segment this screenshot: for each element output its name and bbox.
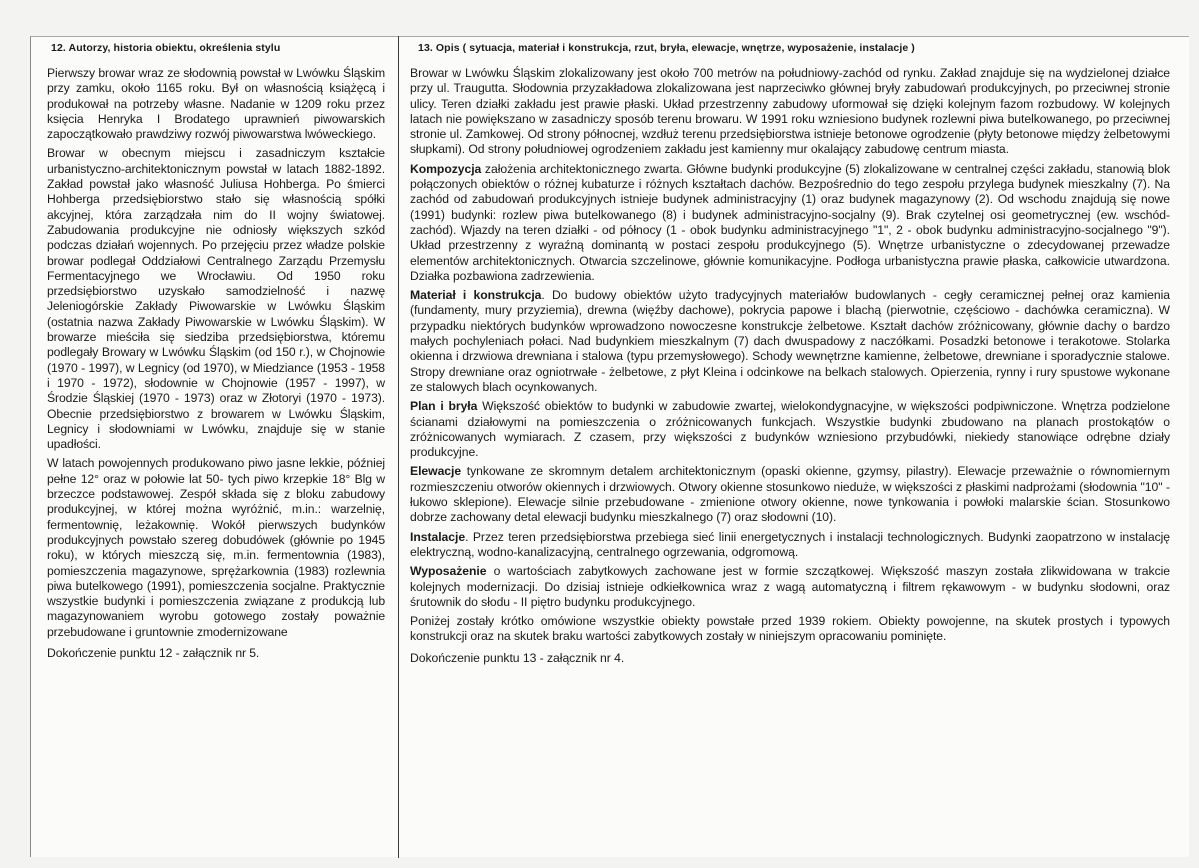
installations-text: . Przez teren przedsiębiorstwa przebiega sieć linii energetycznych i instalacji technologicznych. Budynki zaopatrzono w instalację elektryczną, wodno-kanalizacyjną, centralnego ogrzewania, odgromową.: [410, 529, 1170, 559]
section-12-paragraph-3: W latach powojennych produkowano piwo jasne lekkie, później pełne 12° oraz w połowie lat 50- tych piwo krzepkie 18° Blg w brzeczce podstawowej. Zespół składa się z bloku zabudowy produkcyjnej, w której można wyróżnić, m.in.: warzelnię, fermentownię, leżakownię. Wokół pierwszych budynków produkcyjnych powstało szereg dobudówek (głównie po 1945 roku), w których mieszczą się, m.in. fermentownia (1983), pomieszczenia magazynowe, sprężarkownia (1983) rozlewnia piwa butelkowego (1991), pomieszczenia socjalne. Praktycznie wszystkie budynki i pomieszczenia związane z produkcją lub magazynowaniem wyrobu gotowego zostały poważnie przebudowane i gruntownie zmodernizowane: [47, 456, 385, 639]
column-divider: [398, 36, 399, 858]
section-13-installations: [410, 530, 1170, 561]
section-12-title: 12. Autorzy, historia obiektu, określenia stylu: [51, 42, 281, 54]
plan-heading: Plan i bryła: [410, 399, 478, 414]
section-13-title: 13. Opis ( sytuacja, materiał i konstrukcja, rzut, bryła, elewacje, wnętrze, wyposażenie, instalacje ): [418, 42, 915, 54]
plan-text: Większość obiektów to budynki w zabudowie zwartej, wielokondygnacyjne, w większości podpiwniczone. Wnętrza podzielone ścianami działowymi na pomieszczenia o zróżnicowanych funkcjach. Wszystkie budynki zbudowano na planach prostokątów o zróżnicowanych wymiarach. Z czasem, przy większości z budynków wzniesiono przybudówki, niekiedy stanowiące odrębne działy produkcyjne.: [410, 399, 1170, 460]
section-13-column: [410, 42, 1170, 670]
composition-heading: Kompozycja: [410, 161, 482, 176]
composition-text: założenia architektonicznego zwarta. Główne budynki produkcyjne (5) zlokalizowane w centralnej części zakładu, stanowią blok połączonych obiektów o różnej kubaturze i różnych kształtach dachów. Bezpośrednio do tego zespołu przylega budynek mieszkalny (7). Na zachód od zabudowań produkcyjnych istnieje budynek administracyjny (1) oraz budynek magazynowy (2). Od wschodu znajdują się nowe (1991) budynki: rozlew piwa butelkowanego (8) i budynek administracyjno-socjalny (9). Brak czytelnej osi geometrycznej (ew. wschód-zachód). Wjazdy na teren działki - od północy (1 - obok budynku administracyjnego "1", 2 - obok budynku administracyjno-socjalnego "9"). Układ przestrzenny z wyraźną dominantą w postaci zespołu produkcyjnego (5). Wnętrze urbanistyczne o zdecydowanej przewadze elementów architektonicznych. Otwarcia szczelinowe, głównie komunikacyjne. Podłoga urbanistyczna prawie płaska, całkowicie utwardzona. Działka pozbawiona zadrzewienia.: [410, 161, 1170, 283]
section-13-plan: [410, 399, 1170, 460]
section-13-intro: Browar w Lwówku Śląskim zlokalizowany jest około 700 metrów na południowy-zachód od rynku. Zakład znajduje się na wydzielonej działce przy ul. Traugutta. Słodownia przyzakładowa zlokalizowana jest naprzeciwko głównej bryły zabudowań produkcyjnych, po przeciwnej stronie ulicy. Teren działki zakładu jest prawie płaski. Układ przestrzenny zabudowy uformował się dzięki kolejnym fazom rozbudowy. W kolejnych latach nie powiększano w zasadniczy sposób terenu browaru. W 1991 roku wzniesiono budynek rozlewni piwa butelkowanego, po przeciwnej stronie ul. Zamkowej. Od strony północnej, wzdłuż terenu przedsiębiorstwa istnieje betonowe ogrodzenie (płyty betonowe między żelbetowymi słupkami). Od strony południowej ogrodzeniem zakładu jest kamienny mur okalający zabudowę centrum miasta.: [410, 66, 1170, 157]
section-13-materials: [410, 288, 1170, 395]
section-13-outro: Poniżej zostały krótko omówione wszystkie obiekty powstałe przed 1939 rokiem. Obiekty powojenne, na skutek prostych i typowych konstrukcji oraz na skutek braku wartości zabytkowych zostały w niniejszym opracowaniu pominięte.: [410, 614, 1170, 644]
section-12-closing-note: Dokończenie punktu 12 - załącznik nr 5.: [47, 645, 260, 660]
section-13-elevations: [410, 464, 1170, 525]
elevations-heading: Elewacje: [410, 464, 462, 479]
section-13-equipment: [410, 564, 1170, 610]
installations-heading: Instalacje: [410, 529, 466, 544]
materials-heading: Materiał i konstrukcja: [410, 288, 542, 303]
elevations-text: tynkowane ze skromnym detalem architektonicznym (opaski okienne, gzymsy, pilastry). Elewacje przeważnie o równomiernym rozmieszczeniu otworów okiennych i drzwiowych. Otwory okienne stosunkowo nieduże, w większości z płaskimi nadprożami (słodownia "10" - łukowo sklepione). Elewacje silnie przebudowane - zmienione otwory okienne, nowe tynkowania i powłoki malarskie ścian. Stosunkowo dobrze zachowany detal elewacji budynku mieszkalnego (7) oraz słodowni (10).: [410, 464, 1170, 525]
equipment-heading: Wyposażenie: [410, 564, 487, 579]
section-13-closing-note: Dokończenie punktu 13 - załącznik nr 4.: [410, 650, 625, 665]
section-12-paragraph-2: Browar w obecnym miejscu i zasadniczym kształcie urbanistyczno-architektonicznym powstał w latach 1882-1892. Zakład powstał jako własność Juliusa Hohberga. Po śmierci Hohberga przedsiębiorstwo stało się własnością spółki akcyjnej, która zarządzała nim do II wojny światowej. Zabudowania produkcyjne nie odniosły większych szkód podczas działań wojennych. Po przejęciu przez władze polskie browar podlegał Oddziałowi Centralnego Zarządu Przemysłu Fermentacyjnego we Wrocławiu. Od 1950 roku przedsiębiorstwo uzyskało samodzielność i nazwę Jeleniogórskie Zakłady Piwowarskie w Lwówku Śląskim (ostatnia nazwa Zakłady Piwowarskie w Lwówku Śląskim). W browarze mieściła się siedziba przedsiębiorstwa, któremu podlegały Browary w Lwówku Śląskim (od 150 r.), w Chojnowie (1970 - 1997), w Legnicy (od 1970), w Miedziance (1953 - 1958 i 1970 - 1972), słodownie w Chojnowie (1957 - 1997), w Środzie Śląskiej (1970 - 1973) oraz w Złotoryi (1970 - 1973). Obecnie przedsiębiorstwo z browarem w Lwówku Śląskim, Legnicy i słodowniami w Lwówku, znajduje się w stanie upadłości.: [47, 146, 385, 452]
section-12-column: [47, 42, 385, 665]
equipment-text: o wartościach zabytkowych zachowane jest w formie szczątkowej. Większość maszyn została zlikwidowana w trakcie kolejnych modernizacji. Do dzisiaj istnieje odkiełkownica wraz z wagą automatyczną i filtrem rękawowym - w budynku słodowni, oraz śrutownik do słodu - II piętro budynku produkcyjnego.: [410, 564, 1170, 609]
section-12-paragraph-1: Pierwszy browar wraz ze słodownią powstał w Lwówku Śląskim przy zamku, około 1165 roku. Był on własnością książęcą i produkował na potrzeby własne. Nadanie w 1209 roku przez księcia Henryka I Brodatego uprawnień piwowarskich zapoczątkowało prawdziwy rozwój piwowarstwa lwóweckiego.: [47, 66, 385, 142]
materials-text: . Do budowy obiektów użyto tradycyjnych materiałów budowlanych - cegły ceramicznej pełnej oraz kamienia (fundamenty, mury przyziemia), drewna (więźby dachowe), pokrycia papowe i blachą (pierwotnie, częściowo - dachówka ceramiczna). W przypadku niektórych budynków wprowadzono nowoczesne konstrukcje żelbetowe. Kształt dachów zróżnicowany, głównie dachy o bardzo małych pochyleniach połaci. Nad budynkiem mieszkalnym (7) dach dwuspadowy z naczółkami. Posadzki betonowe i terakotowe. Stolarka okienna i drzwiowa drewniana i stalowa (typu przemysłowego). Schody wewnętrzne kamienne, żelbetowe, drewniane i sporadycznie stalowe. Stropy drewniane oraz ogniotrwałe - żelbetowe, z płyt Kleina i odcinkowe na belkach stalowych. Opierzenia, rynny i rury spustowe wykonane ze stalowych blach ocynkowanych.: [410, 288, 1170, 394]
section-13-composition: [410, 162, 1170, 284]
